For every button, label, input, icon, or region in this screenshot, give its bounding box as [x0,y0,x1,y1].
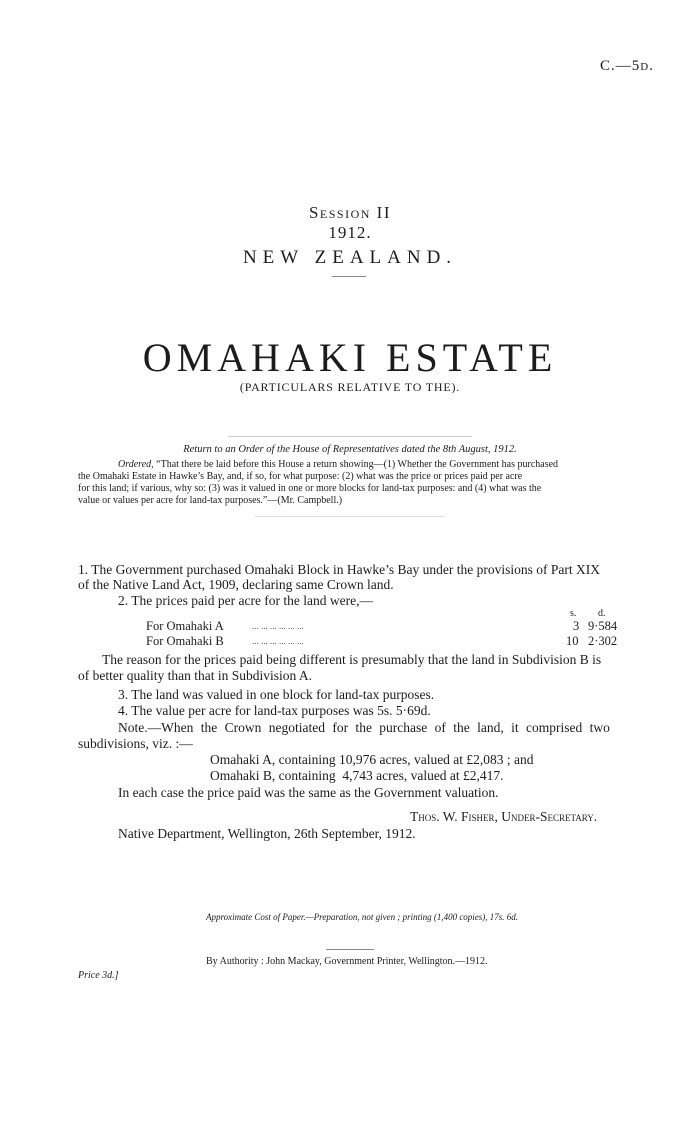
ordered-line-3: for this land; if various, why so: (3) was it valued in one or more blocks for land-tax purposes: and (4) what was the [78,483,542,494]
subdivision-a: Omahaki A, containing 10,976 acres, valued at £2,083 ; and [210,752,534,767]
price-shillings: 3 [573,619,580,633]
subdivision-b: Omahaki B, containing 4,743 acres, valued at £2,417. [210,768,504,783]
note-line-1: Note.—When the Crown negotiated for the purchase of the land, it comprised two [118,720,610,735]
price-pence: 2·302 [588,634,618,648]
pence-header: d. [598,608,606,619]
footer-divider [326,949,374,950]
cost-of-paper: Approximate Cost of Paper.—Preparation, not given ; printing (1,400 copies), 17s. 6d. [206,912,519,922]
title-divider [332,276,366,277]
country-heading: NEW ZEALAND. [242,247,458,268]
ordered-line-4: value or values per acre for land-tax purposes.”—(Mr. Campbell.) [78,495,343,506]
session-heading: Session II [308,203,392,222]
leader-dots: ... ... ... ... ... ... [252,636,304,646]
reason-line-2: of better quality than that in Subdivision A. [78,668,312,683]
price-row-b [0,634,700,648]
order-divider-bottom [255,516,445,517]
ordered-text [78,459,658,507]
reason-line-1: The reason for the prices paid being different is presumably that the land in Subdivision B is [102,652,602,667]
price-line: Price 3d.] [78,970,119,981]
price-label: For Omahaki B [146,634,224,648]
signature: Thos. W. Fisher, Under-Secretary. [410,809,598,824]
ordered-line-2: the Omahaki Estate in Hawke’s Bay, and, if so, for what purpose: (2) what was the price or prices paid per acre [78,471,523,482]
document-subtitle: (PARTICULARS RELATIVE TO THE). [239,380,461,394]
paragraph-4: 4. The value per acre for land-tax purposes was 5s. 5·69d. [118,703,431,718]
year-heading: 1912. [328,223,372,242]
paragraph-3: 3. The land was valued in one block for land-tax purposes. [118,687,435,702]
price-pence: 9·584 [588,619,618,633]
authority-line: By Authority : John Mackay, Government Printer, Wellington.—1912. [206,956,488,967]
price-shillings: 10 [566,634,579,648]
department-date: Native Department, Wellington, 26th September, 1912. [118,826,416,841]
paragraph-2: 2. The prices paid per acre for the land were,— [118,593,374,608]
price-row-a [0,619,700,633]
document-reference: C.—5d. [600,58,654,74]
paragraph-1-line-1: 1. The Government purchased Omahaki Block in Hawke’s Bay under the provisions of Part XIX [78,562,601,577]
leader-dots: ... ... ... ... ... ... [252,621,304,631]
note-line-2: subdivisions, viz. :— [78,736,193,751]
valuation-statement: In each case the price paid was the same as the Government valuation. [118,785,499,800]
paragraph-1-line-2: of the Native Land Act, 1909, declaring same Crown land. [78,577,394,592]
document-title: OMAHAKI ESTATE [142,335,558,380]
shillings-header: s. [570,608,577,619]
return-order-line: Return to an Order of the House of Representatives dated the 8th August, 1912. [183,444,517,455]
price-label: For Omahaki A [146,619,224,633]
order-divider-top [228,436,472,437]
ordered-line-1: “That there be laid before this House a return showing—(1) Whether the Government has purchased [156,459,559,470]
ordered-label: Ordered, [118,459,154,470]
